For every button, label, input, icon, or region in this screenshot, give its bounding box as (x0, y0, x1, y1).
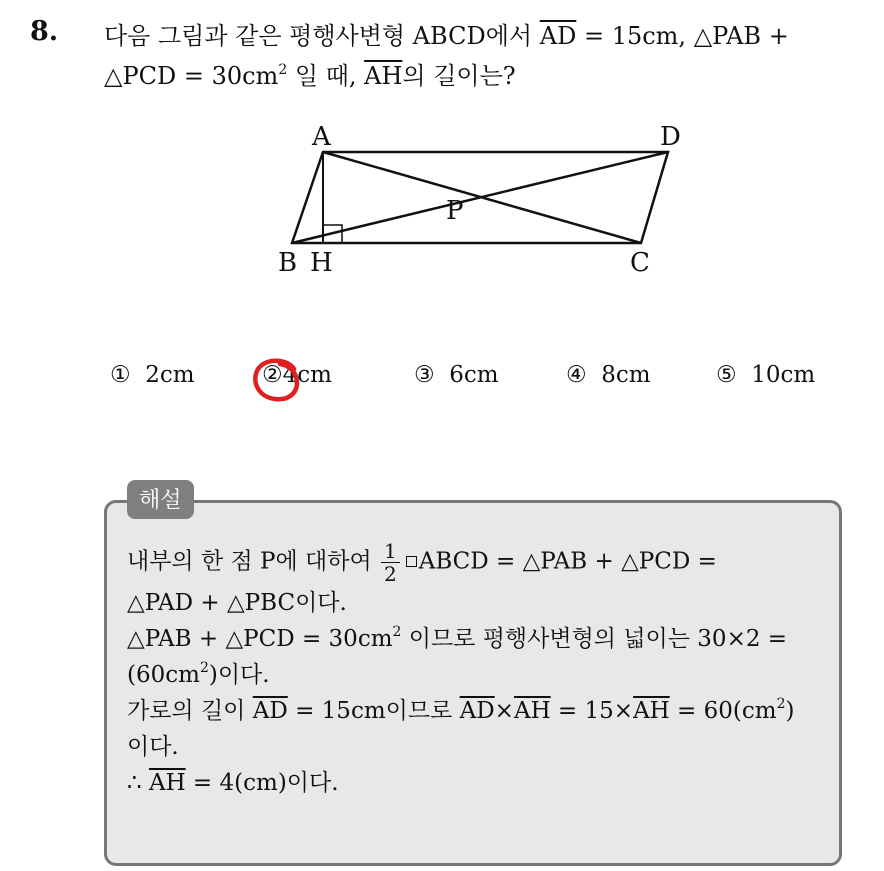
label-c: C (630, 248, 650, 278)
solution-line-6: 이다. (127, 734, 179, 760)
choice-1[interactable] (110, 362, 195, 388)
choice-text: 10cm (751, 362, 816, 388)
question-number: 8. (30, 16, 59, 47)
q-sup: 2 (278, 62, 288, 78)
sol-text: = 60(cm (669, 698, 777, 724)
sol-text: )이다. (208, 662, 270, 688)
sol-text: 이므로 평행사변형의 넓이는 30×2 = (401, 626, 788, 652)
sol-text: 가로의 길이 (127, 698, 253, 724)
sol-text: = 4(cm)이다. (185, 770, 339, 796)
sol-text: = 15cm이므로 (287, 698, 460, 724)
choice-text: 4cm (282, 362, 332, 388)
choice-number: ② (262, 362, 283, 388)
therefore-sign: ∴ (127, 770, 149, 796)
question-text (104, 16, 864, 96)
q-text-2: = 15cm, △PAB + (576, 22, 789, 50)
fraction-numerator: 1 (381, 540, 400, 563)
solution-line-3 (127, 621, 827, 657)
solution-line-4 (127, 657, 827, 693)
segment-ah: $\overline{AH}$ (633, 698, 670, 724)
choice-number: ① (110, 362, 131, 388)
q-text-5: 의 길이는? (402, 62, 516, 90)
choice-number: ③ (414, 362, 435, 388)
sol-text: ) (785, 698, 795, 724)
choice-5[interactable] (716, 362, 815, 388)
choice-text: 6cm (449, 362, 499, 388)
choice-text: 8cm (601, 362, 651, 388)
label-d: D (660, 122, 681, 152)
answer-circle-stroke (255, 361, 297, 400)
sol-sup: 2 (776, 696, 786, 712)
q-text-3: △PCD = 30cm (104, 62, 279, 90)
fraction-denominator: 2 (384, 562, 397, 586)
sol-text: = 15× (550, 698, 634, 724)
segment-ad: $\overline{AD}$ (459, 698, 495, 724)
solution-tag: 해설 (127, 480, 194, 519)
diagonal-bd (292, 152, 668, 243)
segment-ah: $\overline{AH}$ (513, 698, 551, 724)
choice-4[interactable] (566, 362, 651, 388)
sol-sup: 2 (392, 624, 402, 640)
parallelogram-symbol (406, 556, 417, 567)
sol-text: △PAB + △PCD = 30cm (127, 626, 393, 652)
label-h: H (310, 248, 333, 278)
label-a: A (312, 122, 331, 152)
parallelogram-figure (270, 115, 700, 285)
label-p: P (446, 196, 464, 226)
choice-number: ④ (566, 362, 587, 388)
answer-choices (110, 362, 870, 402)
sol-text: (60cm (127, 662, 200, 688)
q-text-1: 다음 그림과 같은 평행사변형 ABCD에서 (104, 22, 540, 50)
label-b: B (278, 248, 298, 278)
fraction-half (381, 540, 400, 585)
segment-ad: $\overline{AD}$ (539, 22, 577, 50)
q-text-4: 일 때, (287, 62, 365, 90)
segment-ad: $\overline{AD}$ (252, 698, 288, 724)
answer-circle-mark (250, 355, 304, 405)
choice-text: 2cm (145, 362, 195, 388)
solution-line-7 (127, 765, 827, 801)
solution-text (127, 540, 827, 801)
sol-text: ABCD = △PAB + △PCD = (418, 548, 717, 575)
sol-text: 내부의 한 점 P에 대하여 (127, 548, 379, 575)
segment-ah: $\overline{AH}$ (364, 62, 403, 90)
segment-ah: $\overline{AH}$ (148, 770, 186, 796)
solution-line-5 (127, 693, 827, 729)
sol-sup: 2 (199, 660, 209, 676)
solution-line-2: △PAD + △PBC이다. (127, 590, 347, 616)
solution-line-1 (127, 540, 827, 585)
times-sign: × (494, 698, 514, 724)
choice-number: ⑤ (716, 362, 737, 388)
choice-3[interactable] (414, 362, 499, 388)
